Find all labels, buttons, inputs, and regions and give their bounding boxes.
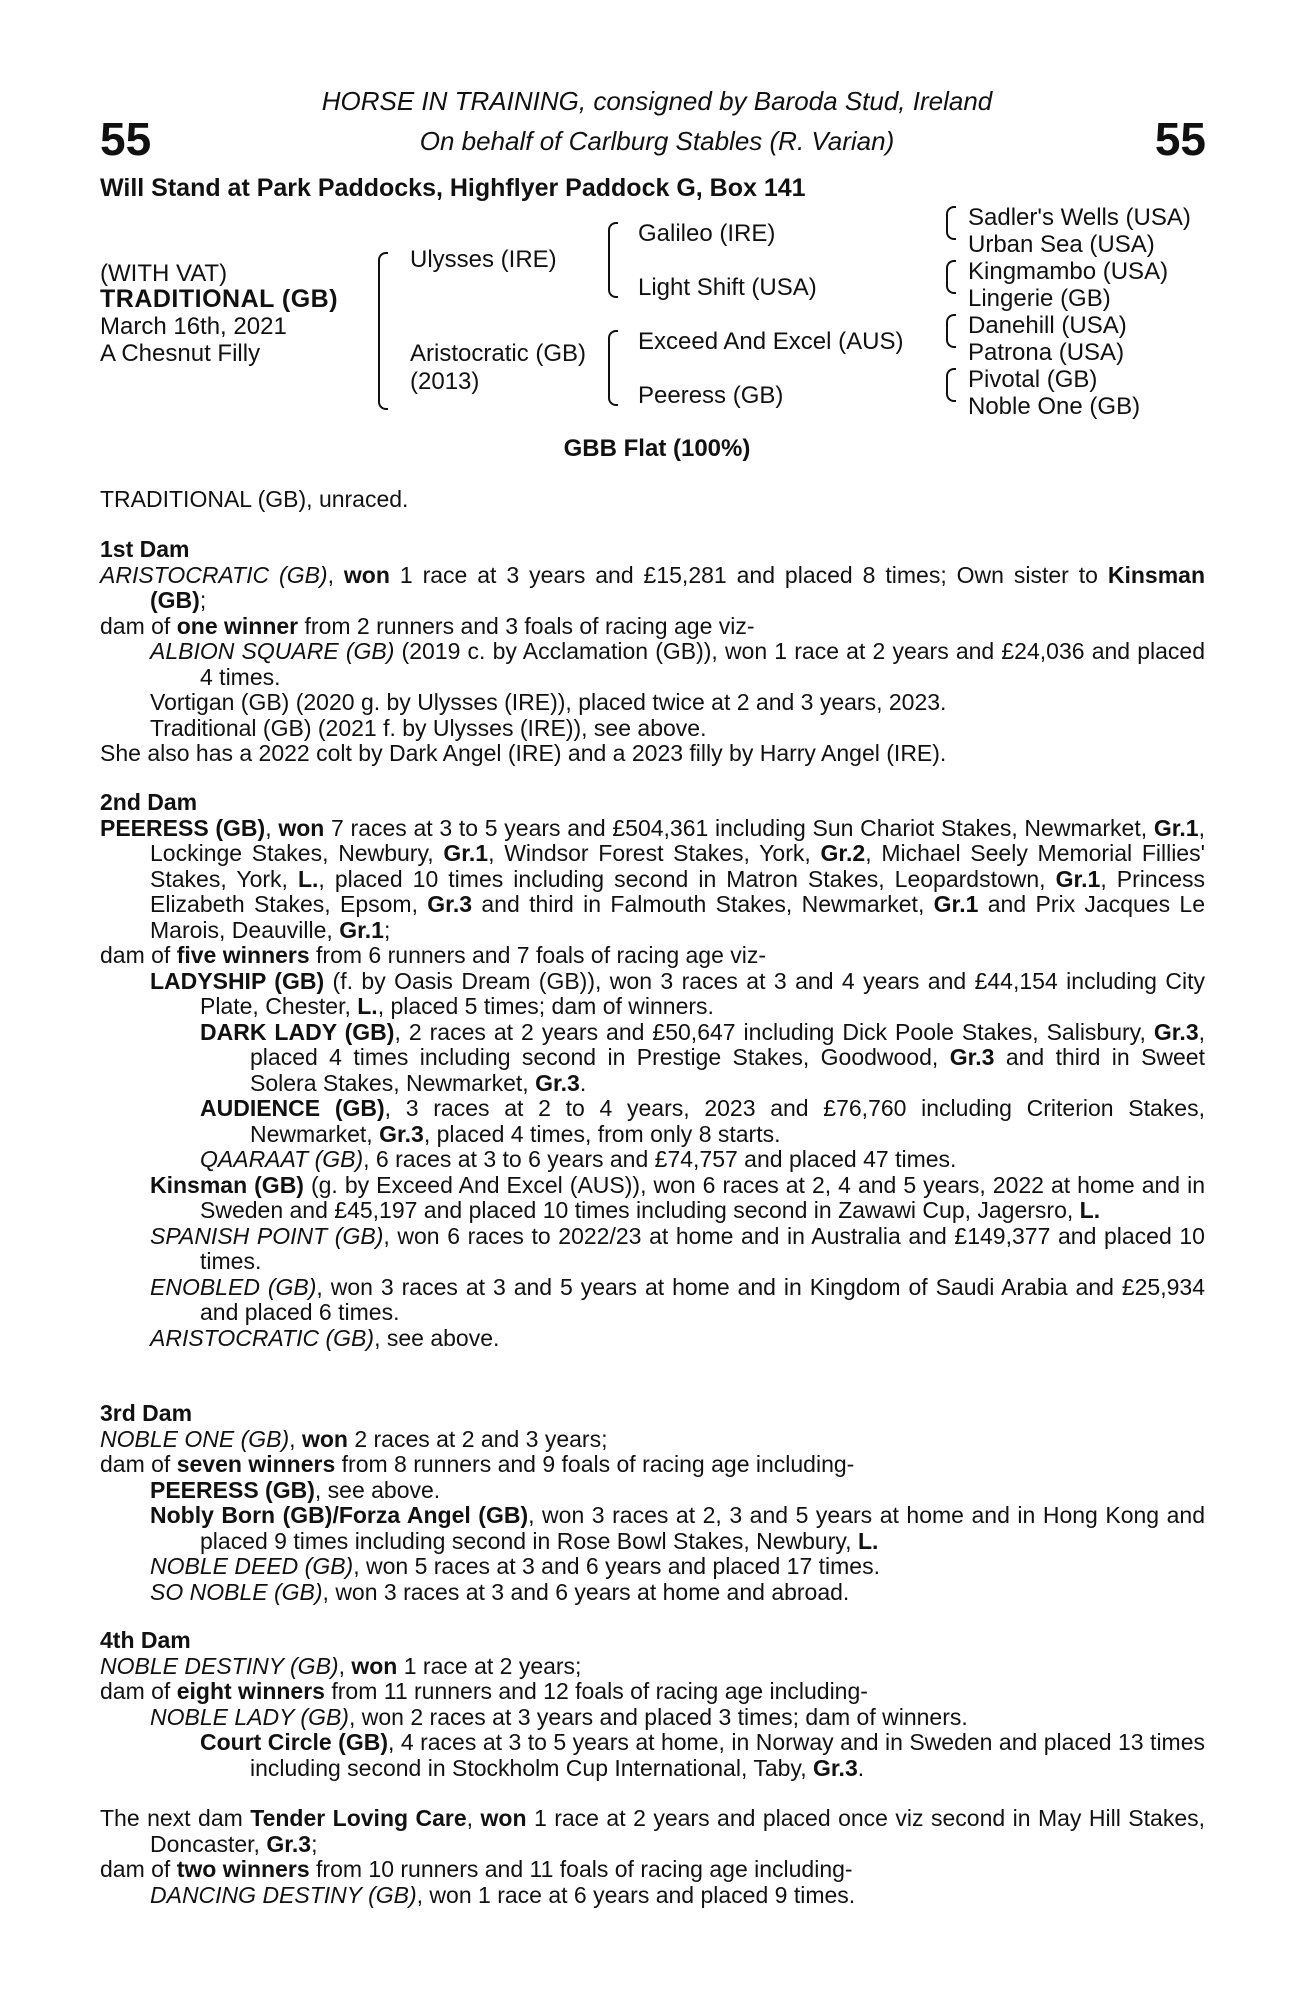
- offspring-qaaraat: QAARAAT (GB), 6 races at 3 to 6 years and £74,757 and placed 47 times.: [200, 1146, 957, 1172]
- second-dam-section: [100, 790, 1205, 1351]
- offspring-vortigan: Vortigan (GB) (2020 g. by Ulysses (IRE)), placed twice at 2 and 3 years, 2023.: [150, 689, 947, 715]
- ped-dds: Pivotal (GB): [968, 366, 1098, 393]
- sire-name: Ulysses (IRE): [410, 246, 557, 273]
- offspring-audience: AUDIENCE (GB), 3 races at 2 to 4 years, 2023 and £76,760 including Criterion Stakes, Newmarket, Gr.3, placed 4 times, from only 8 starts.: [200, 1095, 1205, 1147]
- dam-year: (2013): [410, 368, 480, 395]
- first-dam-heading: 1st Dam: [100, 536, 190, 562]
- pedigree-brace-sire: [602, 222, 618, 298]
- next-dam-record: The next dam Tender Loving Care, won 1 race at 2 years and placed once viz second in May Hill Stakes, Doncaster, Gr.3;: [100, 1805, 1205, 1857]
- vat-note: (WITH VAT): [100, 260, 228, 287]
- first-dam-also: She also has a 2022 colt by Dark Angel (IRE) and a 2023 filly by Harry Angel (IRE).: [100, 740, 947, 766]
- horse-name: TRADITIONAL (GB): [100, 285, 339, 313]
- ped-sds: Kingmambo (USA): [968, 258, 1169, 285]
- dam-dam: Peeress (GB): [638, 382, 784, 409]
- fourth-dam-record: NOBLE DESTINY (GB), won 1 race at 2 years;: [100, 1652, 582, 1679]
- ped-dsd: Patrona (USA): [968, 339, 1125, 366]
- first-dam-produce: dam of one winner from 2 runners and 3 foals of racing age viz-: [100, 612, 755, 639]
- offspring-so-noble: SO NOBLE (GB), won 3 races at 3 and 6 years at home and abroad.: [150, 1578, 850, 1605]
- second-dam-heading: 2nd Dam: [100, 789, 198, 815]
- next-dam-section: [100, 1806, 1205, 1908]
- consignor-line: HORSE IN TRAINING, consigned by Baroda Stud, Ireland: [321, 86, 993, 116]
- pedigree-brace-1: [940, 206, 956, 240]
- offspring-kinsman: Kinsman (GB) (g. by Exceed And Excel (AUS)), won 6 races at 2, 4 and 5 years, 2022 at home and in Sweden and £45,197 and placed 10 times including second in Zawawi Cup, Jagersro, L.: [150, 1171, 1205, 1223]
- dam-sire: Exceed And Excel (AUS): [638, 328, 904, 355]
- ped-sdd: Lingerie (GB): [968, 285, 1111, 312]
- horse-description: A Chesnut Filly: [100, 340, 261, 367]
- third-dam-section: [100, 1401, 1205, 1605]
- next-dam-produce: dam of two winners from 10 runners and 11 foals of racing age including-: [100, 1856, 853, 1882]
- third-dam-produce: dam of seven winners from 8 runners and 9 foals of racing age including-: [100, 1451, 855, 1477]
- offspring-spanish-point: SPANISH POINT (GB), won 6 races to 2022/23 at home and in Australia and £149,377 and placed 10 times.: [150, 1222, 1205, 1274]
- offspring-dancing-destiny: DANCING DESTINY (GB), won 1 race at 6 years and placed 9 times.: [150, 1881, 856, 1908]
- ped-dss: Danehill (USA): [968, 312, 1127, 339]
- offspring-aristocratic: ARISTOCRATIC (GB), see above.: [150, 1324, 500, 1351]
- fourth-dam-section: [100, 1628, 1205, 1781]
- sire-sire: Galileo (IRE): [638, 220, 776, 247]
- second-dam-produce: dam of five winners from 6 runners and 7 foals of racing age viz-: [100, 942, 767, 968]
- first-dam-section: [100, 537, 1205, 767]
- pedigree-brace-3: [940, 314, 956, 348]
- lot-number-right: 55: [1154, 113, 1206, 165]
- offspring-peeress: PEERESS (GB), see above.: [150, 1476, 441, 1503]
- fourth-dam-heading: 4th Dam: [100, 1627, 191, 1653]
- gbb-note: GBB Flat (100%): [563, 435, 751, 462]
- on-behalf-line: On behalf of Carlburg Stables (R. Varian): [419, 126, 895, 156]
- offspring-court-circle: Court Circle (GB), 4 races at 3 to 5 years at home, in Norway and in Sweden and placed 13 times including second in Stockholm Cup International, Taby, Gr.3.: [200, 1729, 1206, 1781]
- ped-sss: Sadler's Wells (USA): [968, 204, 1191, 231]
- offspring-noble-deed: NOBLE DEED (GB), won 5 races at 3 and 6 years and placed 17 times.: [150, 1553, 880, 1579]
- pedigree-brace-2: [940, 260, 956, 294]
- fourth-dam-produce: dam of eight winners from 11 runners and 12 foals of racing age including-: [100, 1678, 868, 1704]
- unraced-note: TRADITIONAL (GB), unraced.: [100, 486, 409, 512]
- offspring-noble-lady: NOBLE LADY (GB), won 2 races at 3 years and placed 3 times; dam of winners.: [150, 1703, 968, 1730]
- offspring-traditional: Traditional (GB) (2021 f. by Ulysses (IRE)), see above.: [150, 714, 707, 741]
- third-dam-record: NOBLE ONE (GB), won 2 races at 2 and 3 years;: [100, 1425, 608, 1452]
- pedigree-brace-4: [940, 368, 956, 402]
- pedigree-brace-dam: [602, 330, 618, 406]
- sire-dam: Light Shift (USA): [638, 274, 817, 301]
- offspring-albion-square: ALBION SQUARE (GB) (2019 c. by Acclamation (GB)), won 1 race at 2 years and £24,036 and placed 4 times.: [150, 638, 1205, 690]
- offspring-ladyship: LADYSHIP (GB) (f. by Oasis Dream (GB)), won 3 races at 3 and 4 years and £44,154 including City Plate, Chester, L., placed 5 times; dam of winners.: [150, 967, 1205, 1019]
- second-dam-record: PEERESS (GB), won 7 races at 3 to 5 years and £504,361 including Sun Chariot Stakes, Newmarket, Gr.1, Lockinge Stakes, Newbury, Gr.1, Windsor Forest Stakes, York, Gr.2, Michael Seely Memorial Fillies' Stakes, York, L., placed 10 times including second in Matron Stakes, Leopardstown, Gr.1, Princess Elizabeth Stakes, Epsom, Gr.3 and third in Falmouth Stakes, Newmarket, Gr.1 and Prix Jacques Le Marois, Deauville, Gr.1;: [100, 814, 1205, 943]
- ped-ssd: Urban Sea (USA): [968, 231, 1155, 258]
- offspring-dark-lady: DARK LADY (GB), 2 races at 2 years and £50,647 including Dick Poole Stakes, Salisbury, Gr.3, placed 4 times including second in Prestige Stakes, Goodwood, Gr.3 and third in Sweet Solera Stakes, Newmarket, Gr.3.: [200, 1018, 1206, 1096]
- horse-dob: March 16th, 2021: [100, 313, 287, 340]
- third-dam-heading: 3rd Dam: [100, 1400, 193, 1426]
- pedigree-brace-main: [372, 252, 388, 410]
- offspring-nobly-born: Nobly Born (GB)/Forza Angel (GB), won 3 races at 2, 3 and 5 years at home and in Hong Kong and placed 9 times including second in Rose Bowl Stakes, Newbury, L.: [150, 1502, 1205, 1554]
- first-dam-record: ARISTOCRATIC (GB), won 1 race at 3 years and £15,281 and placed 8 times; Own sister to Kinsman (GB);: [100, 561, 1205, 613]
- dam-name: Aristocratic (GB): [410, 340, 587, 367]
- ped-ddd: Noble One (GB): [968, 393, 1141, 420]
- stand-location: Will Stand at Park Paddocks, Highflyer Paddock G, Box 141: [100, 174, 806, 202]
- lot-number-left: 55: [100, 113, 152, 165]
- offspring-enobled: ENOBLED (GB), won 3 races at 3 and 5 years at home and in Kingdom of Saudi Arabia and £25,934 and placed 6 times.: [150, 1273, 1205, 1325]
